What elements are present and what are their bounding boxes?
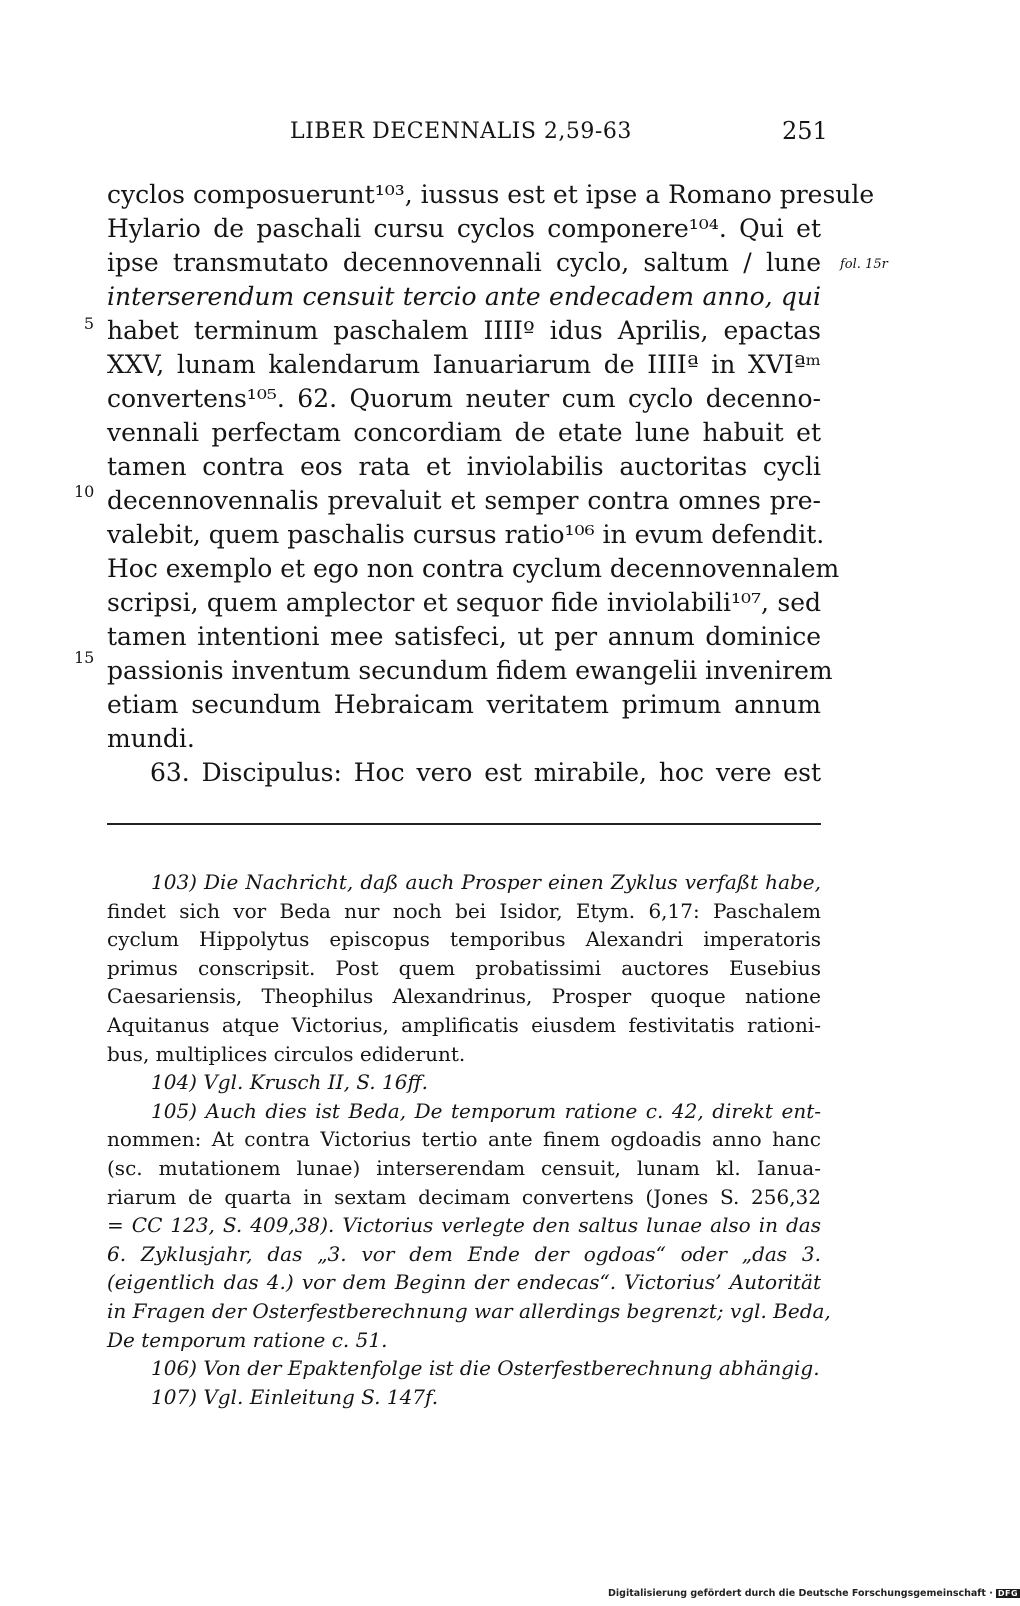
footnote-rule — [107, 823, 821, 825]
footnote-line: 104) Vgl. Krusch II, S. 16ff. — [151, 1070, 428, 1095]
text-line: scripsi, quem amplector et sequor fide inviolabili¹⁰⁷, sed — [107, 588, 821, 617]
text-line: habet terminum paschalem IIIIº idus Aprilis, epactas — [107, 316, 821, 345]
footnote-line: 105) Auch dies ist Beda, De temporum ratione c. 42, direkt ent- — [151, 1098, 821, 1123]
text-line: etiam secundum Hebraicam veritatem primum annum — [107, 690, 821, 719]
footnote-line: = CC 123, S. 409,38). Victorius verlegte den saltus lunae also in das — [107, 1213, 821, 1238]
digitization-credit — [608, 1588, 1020, 1599]
text-line: vennali perfectam concordiam de etate lune habuit et — [107, 418, 821, 447]
credit-text: Digitalisierung gefördert durch die Deutsche Forschungsgemeinschaft · — [608, 1588, 993, 1599]
text-line: interserendum censuit tercio ante endecadem anno, qui — [107, 282, 821, 311]
text-line: convertens¹⁰⁵. 62. Quorum neuter cum cyclo decenno- — [107, 384, 821, 413]
text-line: mundi. — [107, 724, 195, 753]
footnote-line: Caesariensis, Theophilus Alexandrinus, Prosper quoque natione — [107, 984, 821, 1009]
footnote-line: (sc. mutationem lunae) interserendam censuit, lunam kl. Ianua- — [107, 1155, 821, 1180]
text-line: XXV, lunam kalendarum Ianuariarum de IIIIª in XVIªᵐ — [107, 350, 821, 379]
dfg-logo: DFG — [997, 1589, 1019, 1598]
footnote-line: Aquitanus atque Victorius, amplificatis eiusdem festivitatis rationi- — [107, 1012, 821, 1037]
text-line: cyclos composuerunt¹⁰³, iussus est et ipse a Romano presule — [107, 180, 875, 209]
footnotes — [107, 868, 831, 1411]
footnote-line: 107) Vgl. Einleitung S. 147f. — [151, 1384, 439, 1409]
footnote-line: nommen: At contra Victorius tertio ante finem ogdoadis anno hanc — [107, 1127, 821, 1152]
text-line: tamen intentioni mee satisfeci, ut per annum dominice — [107, 622, 821, 651]
page-number: 251 — [782, 117, 828, 145]
footnote-line: 103) Die Nachricht, daß auch Prosper einen Zyklus verfaßt habe, — [151, 870, 821, 894]
footnote-line: in Fragen der Osterfestberechnung war allerdings begrenzt; vgl. Beda, — [107, 1298, 831, 1323]
footnote-line: cyclum Hippolytus episcopus temporibus Alexandri imperatoris — [107, 927, 821, 952]
text-line: ipse transmutato decennovennali cyclo, saltum / lune — [107, 248, 821, 277]
footnote-line: primus conscripsit. Post quem probatissimi auctores Eusebius — [107, 955, 821, 980]
text-line: passionis inventum secundum fidem ewangelii invenirem — [107, 656, 833, 685]
text-line: Hoc exemplo et ego non contra cyclum decennovennalem — [107, 554, 840, 583]
text-line: 63. Discipulus: Hoc vero est mirabile, hoc vere est — [150, 758, 821, 787]
footnote-line: (eigentlich das 4.) vor dem Beginn der endecas“. Victorius’ Autorität — [107, 1270, 821, 1295]
footnote-line: riarum de quarta in sextam decimam convertens (Jones S. 256,32 — [107, 1184, 821, 1209]
line-number: 5 — [83, 314, 94, 333]
footnote-line: findet sich vor Beda nur noch bei Isidor, Etym. 6,17: Paschalem — [107, 898, 821, 923]
text-line: tamen contra eos rata et inviolabilis auctoritas cycli — [107, 452, 821, 481]
footnote-line: 106) Von der Epaktenfolge ist die Osterfestberechnung abhängig. — [151, 1356, 820, 1381]
text-line: valebit, quem paschalis cursus ratio¹⁰⁶ in evum defendit. — [107, 520, 825, 549]
footnote-line: 6. Zyklusjahr, das „3. vor dem Ende der ogdoas“ oder „das 3. — [107, 1241, 821, 1266]
text-line: Hylario de paschali cursu cyclos componere¹⁰⁴. Qui et — [107, 214, 821, 243]
footnote-line: De temporum ratione c. 51. — [107, 1327, 388, 1352]
line-number: 15 — [74, 648, 95, 667]
footnote-line: bus, multiplices circulos ediderunt. — [107, 1041, 466, 1066]
line-number: 10 — [74, 482, 95, 501]
text-line: decennovennalis prevaluit et semper contra omnes pre- — [107, 486, 821, 515]
running-head: LIBER DECENNALIS 2,59-63 — [290, 119, 632, 144]
margin-note: fol. 15r — [840, 257, 888, 272]
